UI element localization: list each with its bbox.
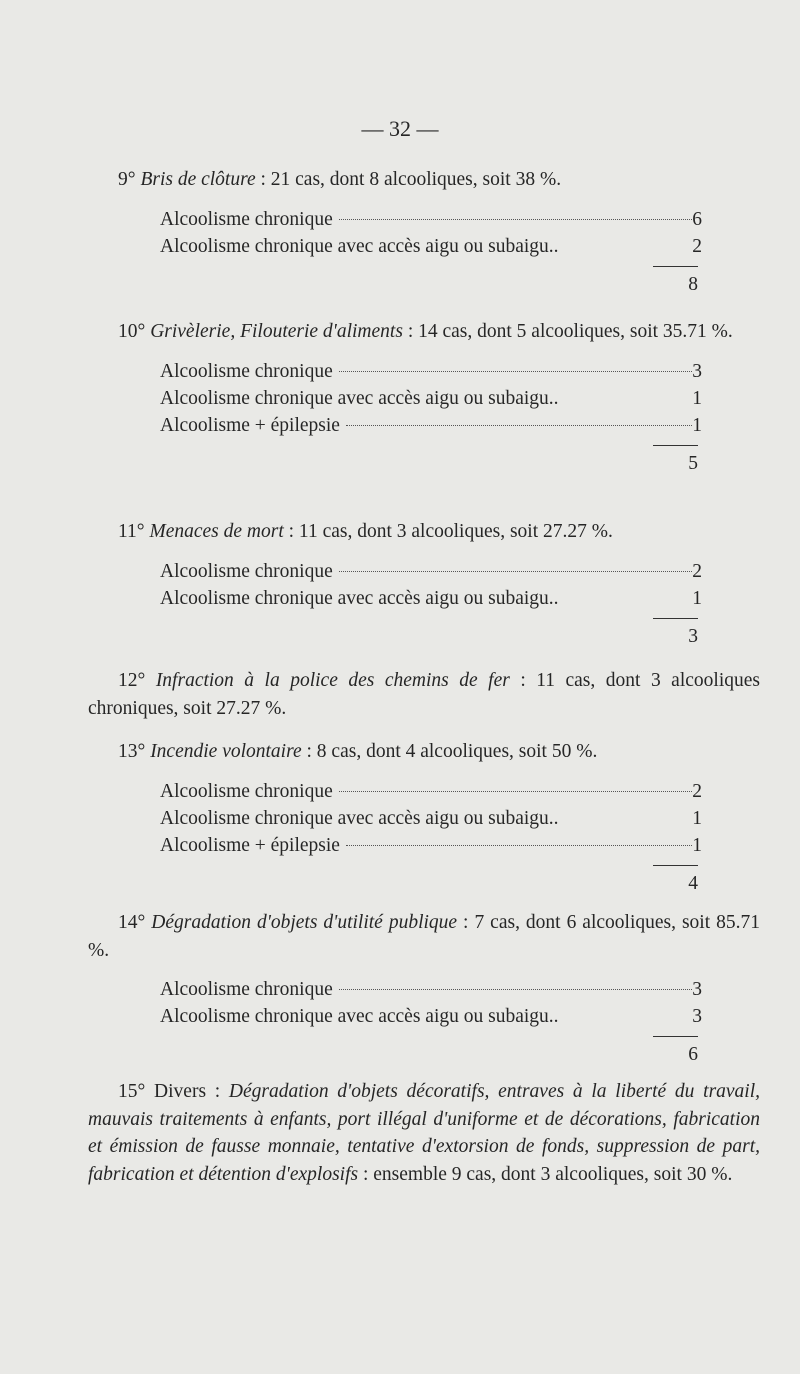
list-item: Alcoolisme chronique 3: [160, 360, 702, 382]
list-item: Alcoolisme + épilepsie 1: [160, 834, 702, 856]
section-total: 8: [688, 273, 698, 295]
section-summary: : 8 cas, dont 4 alcooliques, soit 50 %.: [306, 741, 598, 762]
section-heading: 14° Dégradation d'objets d'utilité publique : 7 cas, dont 6 alcooliques, soit 85.71 %.: [88, 912, 761, 961]
section-summary: : 14 cas, dont 5 alcooliques, soit 35.71 %.: [407, 321, 733, 342]
list-item: Alcoolisme + épilepsie 1: [160, 414, 702, 436]
section-9: [108, 166, 760, 298]
page-number: — 32 —: [361, 116, 439, 141]
section-total: 3: [688, 625, 698, 647]
sum-rule: [653, 266, 698, 267]
section-15: [88, 1078, 760, 1189]
section-summary: : ensemble 9 cas, dont 3 alcooliques, soit 30 %.: [362, 1164, 733, 1186]
section-13: [108, 738, 760, 897]
section-title: Infraction à la police des chemins de fer: [155, 670, 510, 691]
sum-rule: [653, 445, 698, 446]
section-title: Grivèlerie, Filouterie d'aliments: [150, 321, 403, 342]
sum-rule: [653, 865, 698, 866]
section-summary: : 11 cas, dont 3 alcooliques, soit 27.27 %.: [288, 521, 613, 542]
section-total: 6: [688, 1044, 698, 1066]
section-summary: : 11 cas, dont 3 alcooliques chroniques, soit 27.27 %.: [88, 670, 760, 719]
section-summary: : 21 cas, dont 8 alcooliques, soit 38 %.: [260, 169, 562, 190]
list-item: Alcoolisme chronique 3: [160, 979, 702, 1001]
section-heading: 10° Grivèlerie, Filouterie d'aliments : 14 cas, dont 5 alcooliques, soit 35.71 %.: [118, 321, 733, 342]
list-item: Alcoolisme chronique avec accès aigu ou subaigu.. 3: [160, 1006, 702, 1028]
sum-rule: [653, 1036, 698, 1037]
sum-rule: [653, 618, 698, 619]
section-title: Bris de clôture: [140, 169, 256, 190]
section-lead: Divers :: [154, 1081, 221, 1102]
list-item: Alcoolisme chronique avec accès aigu ou subaigu.. 1: [160, 587, 702, 609]
section-heading: 12° Infraction à la police des chemins de fer : 11 cas, dont 3 alcooliques chroniques, soit 27.27 %.: [88, 670, 760, 719]
list-item: Alcoolisme chronique 2: [160, 780, 702, 802]
section-title: Menaces de mort: [149, 521, 284, 542]
section-heading: 15° Divers : Dégradation d'objets décoratifs, entraves à la liberté du travail, mauvais traitements à enfants, port illégal d'uniforme et de décorations, fabrication et émission de fausse monnaie, tentative d'extorsion de fonds, suppression de part, fabrication et détention d'explosifs : ensemble 9 cas, dont 3 alcooliques, soit 30 %.: [88, 1081, 761, 1186]
section-summary: : 7 cas, dont 6 alcooliques, soit 85.71 %.: [88, 912, 761, 961]
section-title: Incendie volontaire: [150, 741, 302, 762]
section-12: [88, 667, 760, 722]
section-11: [108, 518, 760, 650]
section-title: Dégradation d'objets décoratifs, entraves à la liberté du travail, mauvais traitements à enfants, port illégal d'uniforme et de décorations, fabrication et émission de fausse monnaie, tentative d'extorsion de fonds, suppression de part, fabrication et détention d'explosifs: [88, 1081, 761, 1186]
list-item: Alcoolisme chronique 6: [160, 208, 702, 230]
list-item: Alcoolisme chronique avec accès aigu ou subaigu.. 1: [160, 387, 702, 409]
section-total: 5: [688, 452, 698, 474]
section-heading: 11° Menaces de mort : 11 cas, dont 3 alcooliques, soit 27.27 %.: [118, 521, 613, 542]
section-title: Dégradation d'objets d'utilité publique: [151, 912, 458, 933]
list-item: Alcoolisme chronique avec accès aigu ou subaigu.. 2: [160, 235, 702, 257]
section-total: 4: [688, 872, 698, 894]
section-heading: 9° Bris de clôture : 21 cas, dont 8 alcooliques, soit 38 %.: [118, 169, 562, 190]
section-10: [88, 318, 760, 477]
section-14: [88, 909, 760, 1069]
section-heading: 13° Incendie volontaire : 8 cas, dont 4 alcooliques, soit 50 %.: [118, 741, 598, 762]
list-item: Alcoolisme chronique 2: [160, 560, 702, 582]
list-item: Alcoolisme chronique avec accès aigu ou subaigu.. 1: [160, 807, 702, 829]
